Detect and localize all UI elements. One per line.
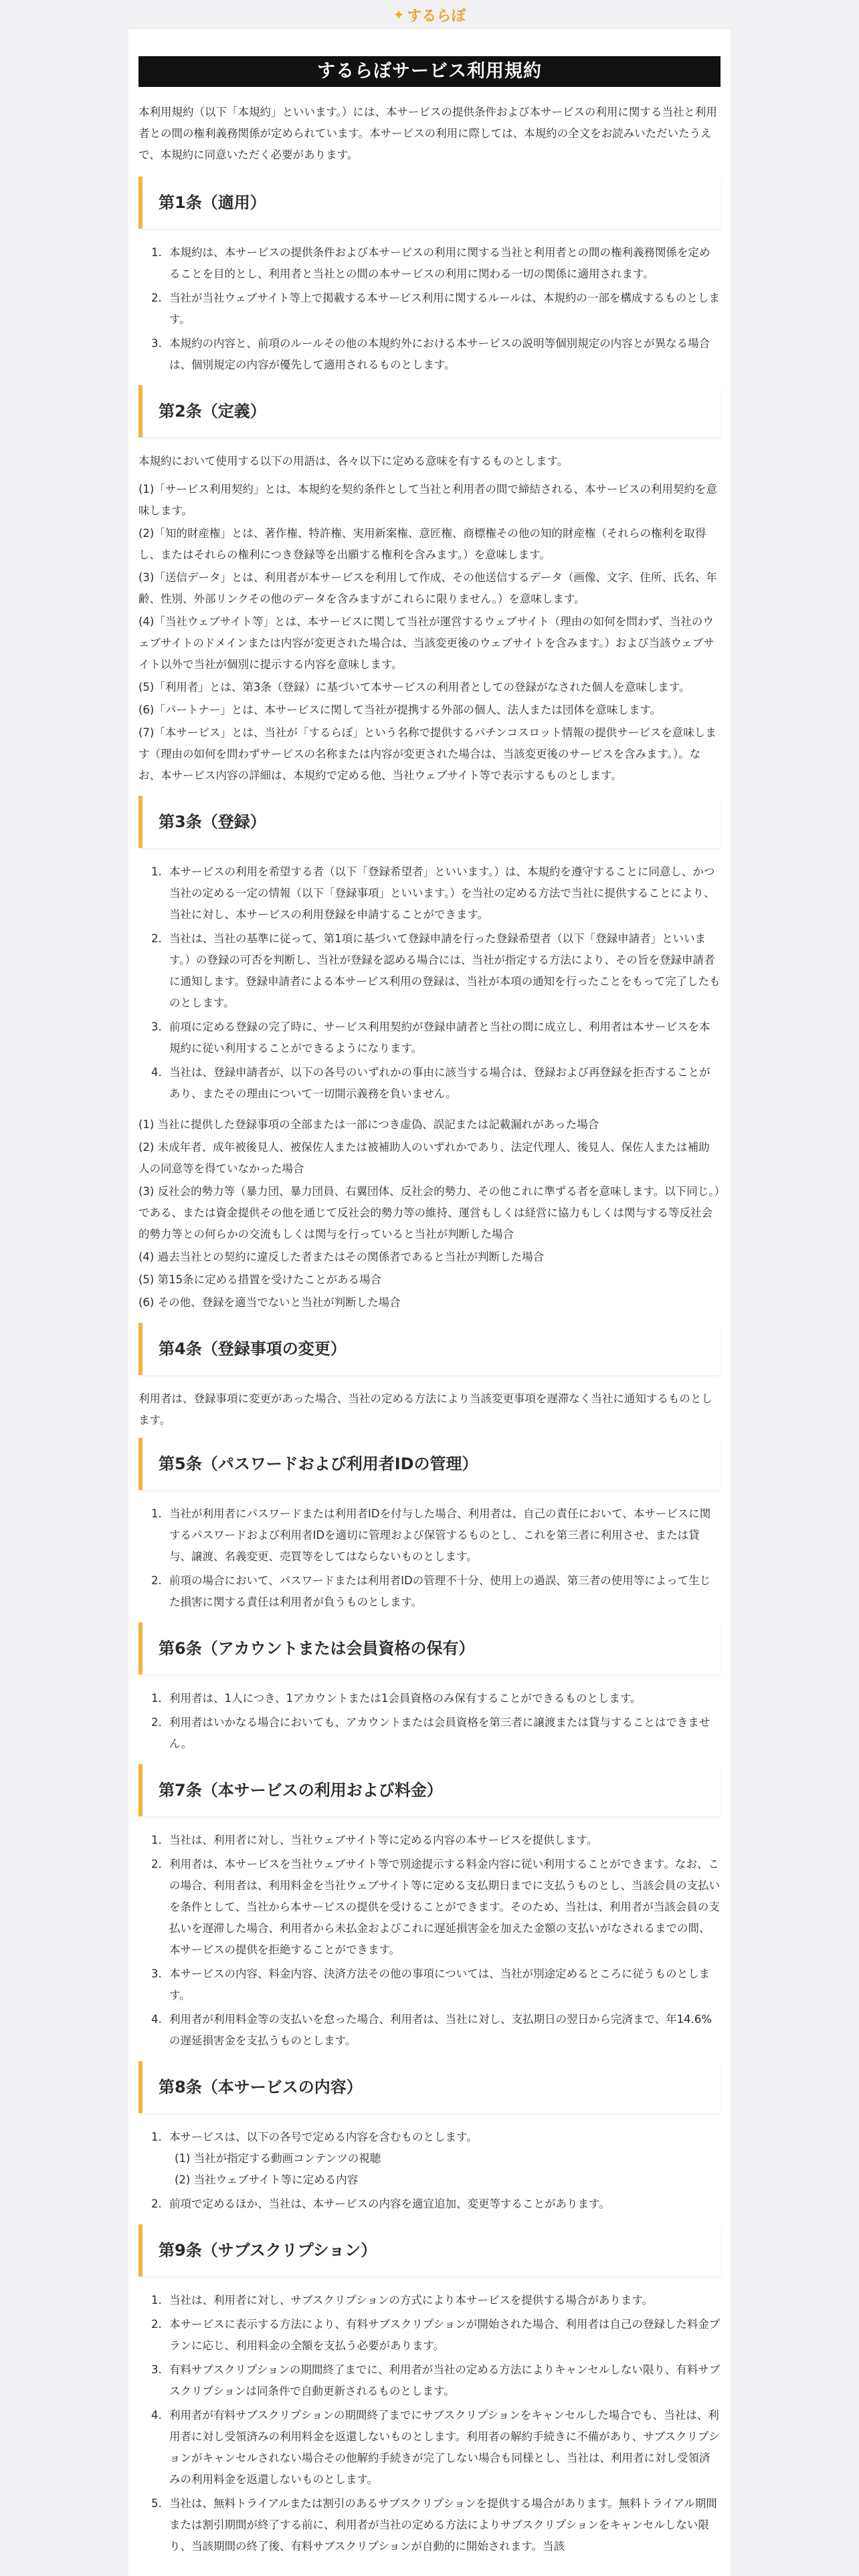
list-item: 3. 本規約の内容と、前項のルールその他の本規約外における本サービスの説明等個別規定の内容とが異なる場合は、個別規定の内容が優先して適用されるものとします。 xyxy=(165,333,721,376)
list-item: 2. 前項で定めるほか、当社は、本サービスの内容を適宜追加、変更等することがあります。 xyxy=(165,2193,721,2215)
definition-item: (7)「本サービス」とは、当社が「するらぼ」という名称で提供するパチンコスロット情報の提供サービスを意味します（理由の如何を問わずサービスの名称または内容が変更された場合は、当該変更後のサービスを含みます。）。なお、本サービス内容の詳細は、本規約で定める他、当社ウェブサイト等で表示するものとします。 xyxy=(138,726,717,782)
reason-item: (6) その他、登録を適当でないと当社が判断した場合 xyxy=(138,1296,401,1309)
definition-item: (6)「パートナー」とは、本サービスに関して当社が提携する外部の個人、法人または団体を意味します。 xyxy=(138,704,662,716)
list-item: 1. 当社が利用者にパスワードまたは利用者IDを付与した場合、利用者は、自己の責任において、本サービスに関するパスワードおよび利用者IDを適切に管理および保管するものとし、これを第三者に利用させ、または貸与、譲渡、名義変更、売買等をしてはならないものとします。 xyxy=(165,1503,721,1568)
definition-item: (2)「知的財産権」とは、著作権、特許権、実用新案権、意匠権、商標権その他の知的財産権（それらの権利を取得し、またはそれらの権利につき登録等を出願する権利を含みます。）を意味します。 xyxy=(138,527,706,561)
sparkle-icon: ✦ xyxy=(393,7,405,23)
article-8-heading: 第8条（本サービスの内容） xyxy=(138,2061,721,2113)
list-item: 1. 本規約は、本サービスの提供条件および本サービスの利用に関する当社と利用者との間の権利義務関係を定めることを目的とし、利用者と当社との間の本サービスの利用に関わる一切の関係に適用されます。 xyxy=(165,242,721,285)
sub-item: (1) 当社が指定する動画コンテンツの視聴 xyxy=(175,2152,381,2165)
article-3-heading: 第3条（登録） xyxy=(138,796,721,848)
list-item: 1. 利用者は、1人につき、1アカウントまたは1会員資格のみ保有することができるものとします。 xyxy=(165,1688,721,1709)
article-4-heading: 第4条（登録事項の変更） xyxy=(138,1323,721,1375)
list-item: 2. 利用者は、本サービスを当社ウェブサイト等で別途提示する料金内容に従い利用することができます。なお、この場合、利用者は、利用料金を当社ウェブサイト等に定める支払期日までに支払うものとし、当該会員の支払いを条件として、当社から本サービスの提供を受けることができます。そのため、当社は、利用者が当該会員の支払いを遅滞した場合、利用者から未払金およびこれに遅延損害金を加えた金額の支払いがなされるまでの間、本サービスの提供を拒絶することができます。 xyxy=(165,1854,721,1961)
reason-item: (1) 当社に提供した登録事項の全部または一部につき虚偽、誤記または記載漏れがあった場合 xyxy=(138,1118,599,1131)
list-item: 3. 有料サブスクリプションの期間終了までに、利用者が当社の定める方法によりキャンセルしない限り、有料サブスクリプションは同条件で自動更新されるものとします。 xyxy=(165,2359,721,2402)
list-item-text: 本サービスは、以下の各号で定める内容を含むものとします。 xyxy=(169,2131,478,2143)
page-title: するらぼサービス利用規約 xyxy=(138,56,721,87)
article-8-list xyxy=(138,2127,721,2215)
list-item: 2. 前項の場合において、パスワードまたは利用者IDの管理不十分、使用上の過誤、第三者の使用等によって生じた損害に関する責任は利用者が負うものとします。 xyxy=(165,1570,721,1613)
article-9-list xyxy=(138,2290,721,2557)
article-2-heading: 第2条（定義） xyxy=(138,385,721,437)
article-7-list xyxy=(138,1830,721,2052)
article-4-text: 利用者は、登録事項に変更があった場合、当社の定める方法により当該変更事項を遅滞なく当社に通知するものとします。 xyxy=(138,1392,712,1426)
article-6-list xyxy=(138,1688,721,1755)
reason-item: (2) 未成年者、成年被後見人、被保佐人または被補助人のいずれかであり、法定代理人、後見人、保佐人または補助人の同意等を得ていなかった場合 xyxy=(138,1141,710,1175)
list-item: 1. 当社は、利用者に対し、当社ウェブサイト等に定める内容の本サービスを提供します。 xyxy=(165,1830,721,1851)
refusal-reasons-list xyxy=(138,1114,721,1313)
article-7-heading: 第7条（本サービスの利用および料金） xyxy=(138,1764,721,1816)
list-item: 3. 前項に定める登録の完了時に、サービス利用契約が登録申請者と当社の間に成立し、利用者は本サービスを本規約に従い利用することができるようになります。 xyxy=(165,1016,721,1059)
definition-item: (3)「送信データ」とは、利用者が本サービスを利用して作成、その他送信するデータ（画像、文字、住所、氏名、年齢、性別、外部リンクその他のデータを含みますがこれらに限りません。）を意味します。 xyxy=(138,571,717,605)
list-item: 4. 利用者が利用料金等の支払いを怠った場合、利用者は、当社に対し、支払期日の翌日から完済まで、年14.6%の遅延損害金を支払うものとします。 xyxy=(165,2009,721,2052)
top-header xyxy=(0,0,859,29)
definitions-list xyxy=(138,479,721,786)
article-5-heading: 第5条（パスワードおよび利用者IDの管理） xyxy=(138,1438,721,1490)
definition-item: (1)「サービス利用契約」とは、本規約を契約条件として当社と利用者の間で締結される、本サービスの利用契約を意味します。 xyxy=(138,483,717,517)
article-5-list xyxy=(138,1503,721,1613)
reason-item: (3) 反社会的勢力等（暴力団、暴力団員、右翼団体、反社会的勢力、その他これに準ずる者を意味します。以下同じ。）である、または資金提供その他を通じて反社会的勢力等の維持、運営もしくは経営に協力もしくは関与する等反社会的勢力等との何らかの交流もしくは関与を行っていると当社が判断した場合 xyxy=(138,1185,720,1241)
list-item: 2. 本サービスに表示する方法により、有料サブスクリプションが開始された場合、利用者は自己の登録した料金プランに応じ、利用料金の全額を支払う必要があります。 xyxy=(165,2314,721,2357)
definition-item: (4)「当社ウェブサイト等」とは、本サービスに関して当社が運営するウェブサイト（理由の如何を問わず、当社のウェブサイトのドメインまたは内容が変更された場合は、当該変更後のウェブサイトを含みます。）および当該ウェブサイト以外で当社が個別に提示する内容を意味します。 xyxy=(138,615,714,671)
definition-item: (5)「利用者」とは、第3条（登録）に基づいて本サービスの利用者としての登録がなされた個人を意味します。 xyxy=(138,681,690,693)
site-logo[interactable] xyxy=(393,5,466,25)
article-1-list xyxy=(138,242,721,376)
sub-item: (2) 当社ウェブサイト等に定める内容 xyxy=(175,2173,359,2186)
article-2-lead: 本規約において使用する以下の用語は、各々以下に定める意味を有するものとします。 xyxy=(138,455,569,467)
list-item: 2. 当社は、当社の基準に従って、第1項に基づいて登録申請を行った登録希望者（以下「登録申請者」といいます。）の登録の可否を判断し、当社が登録を認める場合には、当社が指定する方法により、その旨を登録申請者に通知します。登録申請者による本サービス利用の登録は、当社が本項の通知を行ったことをもって完了したものとします。 xyxy=(165,928,721,1014)
reason-item: (5) 第15条に定める措置を受けたことがある場合 xyxy=(138,1273,382,1286)
list-item: 2. 利用者はいかなる場合においても、アカウントまたは会員資格を第三者に譲渡または貸与することはできません。 xyxy=(165,1712,721,1755)
article-3-list xyxy=(138,861,721,1105)
list-item: 1. 本サービスの利用を希望する者（以下「登録希望者」といいます。）は、本規約を遵守することに同意し、かつ当社の定める一定の情報（以下「登録事項」といいます。）を当社の定める方法で当社に提供することにより、当社に対し、本サービスの利用登録を申請することができます。 xyxy=(165,861,721,926)
terms-content xyxy=(128,29,731,2557)
list-item: 5. 当社は、無料トライアルまたは割引のあるサブスクリプションを提供する場合があります。無料トライアル期間または割引期間が終了する前に、利用者が当社の定める方法によりサブスクリプションをキャンセルしない限り、当該期間の終了後、有料サブスクリプションが自動的に開始されます。当該 xyxy=(165,2493,721,2557)
sub-list xyxy=(169,2148,721,2191)
reason-item: (4) 過去当社との契約に違反した者またはその関係者であると当社が判断した場合 xyxy=(138,1251,545,1263)
list-item xyxy=(165,2127,721,2191)
list-item: 4. 当社は、登録申請者が、以下の各号のいずれかの事由に該当する場合は、登録および再登録を拒否することがあり、またその理由について一切開示義務を負いません。 xyxy=(165,1062,721,1105)
article-1-heading: 第1条（適用） xyxy=(138,177,721,229)
logo-text: するらぼ xyxy=(407,7,466,25)
list-item: 4. 利用者が有料サブスクリプションの期間終了までにサブスクリプションをキャンセルした場合でも、当社は、利用者に対し受領済みの利用料金を返還しないものとします。利用者の解約手続きに不備があり、サブスクリプションがキャンセルされない場合その他解約手続きが完了しない場合も同様とし、当社は、利用者に対し受領済みの利用料金を返還しないものとします。 xyxy=(165,2405,721,2490)
list-item: 3. 本サービスの内容、料金内容、決済方法その他の事項については、当社が別途定めるところに従うものとします。 xyxy=(165,1963,721,2006)
list-item: 2. 当社が当社ウェブサイト等上で掲載する本サービス利用に関するルールは、本規約の一部を構成するものとします。 xyxy=(165,288,721,330)
list-item: 1. 当社は、利用者に対し、サブスクリプションの方式により本サービスを提供する場合があります。 xyxy=(165,2290,721,2311)
intro-paragraph: 本利用規約（以下「本規約」といいます。）には、本サービスの提供条件および本サービスの利用に関する当社と利用者との間の権利義務関係が定められています。本サービスの利用に際しては、本規約の全文をお読みいただいたうえで、本規約に同意いただく必要があります。 xyxy=(138,106,717,161)
terms-page xyxy=(128,29,731,2576)
article-9-heading: 第9条（サブスクリプション） xyxy=(138,2224,721,2276)
article-6-heading: 第6条（アカウントまたは会員資格の保有） xyxy=(138,1622,721,1675)
